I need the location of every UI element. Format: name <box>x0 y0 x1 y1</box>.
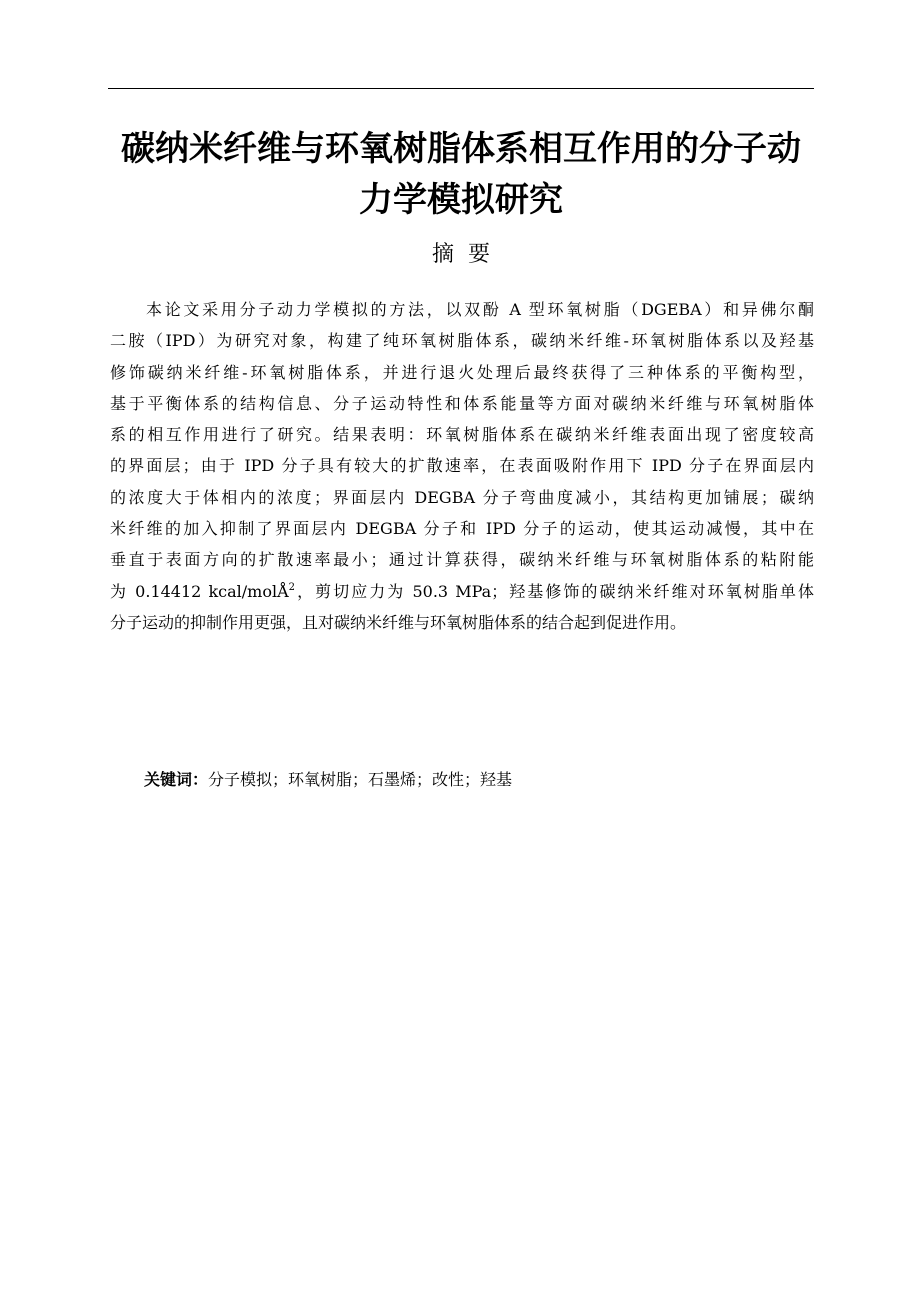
abstract-line: 本论文采用分子动力学模拟的方法，以双酚 A 型环氧树脂（DGEBA）和异佛尔酮 <box>146 300 814 319</box>
keywords-label: 关键词： <box>144 770 209 789</box>
abstract-line-segment: 为 0.14412 kcal/molÅ <box>110 581 289 601</box>
abstract-line: 二胺（IPD）为研究对象，构建了纯环氧树脂体系，碳纳米纤维-环氧树脂体系以及羟基 <box>110 331 814 351</box>
abstract-heading: 摘要 <box>431 242 504 267</box>
abstract-line: 修饰碳纳米纤维-环氧树脂体系，并进行退火处理后最终获得了三种体系的平衡构型， <box>110 362 814 382</box>
abstract-line: 垂直于表面方向的扩散速率最小；通过计算获得，碳纳米纤维与环氧树脂体系的粘附能 <box>110 550 814 570</box>
thesis-title-line-1: 碳纳米纤维与环氧树脂体系相互作用的分子动 <box>121 129 801 169</box>
keywords-line <box>144 766 512 794</box>
thesis-title <box>108 124 814 226</box>
abstract-line: 米纤维的加入抑制了界面层内 DEGBA 分子和 IPD 分子的运动，使其运动减慢，其中在 <box>110 519 814 539</box>
abstract-line-with-unit <box>110 576 814 607</box>
thesis-title-line-2: 力学模拟研究 <box>359 180 563 220</box>
abstract-paragraph <box>110 294 814 638</box>
abstract-line: 系的相互作用进行了研究。结果表明：环氧树脂体系在碳纳米纤维表面出现了密度较高 <box>110 425 814 445</box>
keywords-text: 分子模拟；环氧树脂；石墨烯；改性；羟基 <box>208 770 513 789</box>
header-rule <box>108 88 814 89</box>
abstract-line: 的界面层；由于 IPD 分子具有较大的扩散速率，在表面吸附作用下 IPD 分子在界面层内 <box>110 456 814 476</box>
abstract-line-segment: ，剪切应力为 50.3 MPa；羟基修饰的碳纳米纤维对环氧树脂单体 <box>295 581 814 601</box>
superscript-exponent: 2 <box>288 581 296 593</box>
abstract-line: 的浓度大于体相内的浓度；界面层内 DEGBA 分子弯曲度减小，其结构更加铺展；碳纳 <box>110 487 814 507</box>
abstract-line: 分子运动的抑制作用更强，且对碳纳米纤维与环氧树脂体系的结合起到促进作用。 <box>110 612 687 632</box>
abstract-line: 基于平衡体系的结构信息、分子运动特性和体系能量等方面对碳纳米纤维与环氧树脂体 <box>110 393 814 413</box>
